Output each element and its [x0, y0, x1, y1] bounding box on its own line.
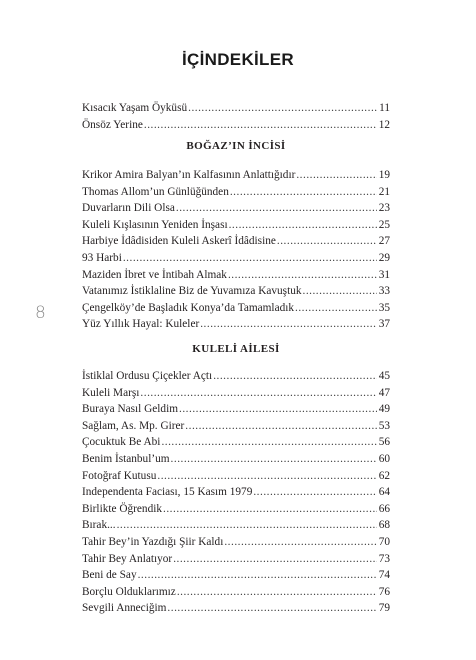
toc-entry-label: Kuleli Marşı [82, 386, 140, 399]
toc-entry[interactable] [82, 283, 390, 300]
toc-leader-dots [295, 300, 377, 317]
toc-leader-dots [144, 117, 377, 134]
toc-leader-dots [123, 250, 377, 267]
toc-entry[interactable] [82, 385, 390, 402]
toc-entry-label: Kısacık Yaşam Öyküsü [82, 102, 188, 114]
toc-leader-dots [176, 200, 377, 217]
toc-entry-page: 19 [378, 169, 390, 181]
toc-leader-dots [213, 368, 377, 385]
toc-entry[interactable] [82, 584, 390, 601]
toc-entry[interactable] [82, 600, 390, 617]
toc-entry-label: Çocuktuk Be Abi [82, 436, 161, 449]
toc-entry-label: Sevgili Anneciğim [82, 602, 167, 615]
toc-entry[interactable] [82, 567, 390, 584]
toc-entry-page: 45 [378, 370, 390, 382]
toc-entry-page: 64 [378, 486, 390, 499]
toc-entry-label: Thomas Allom’un Günlüğünden [82, 185, 229, 198]
toc-entry-label: Krikor Amira Balyan’ın Kalfasının Anlattığıdır [82, 169, 296, 181]
toc-leader-dots [179, 401, 377, 418]
section-heading-kuleli-ailesi: KULELİ AİLESİ [192, 343, 280, 355]
toc-entry-page: 49 [378, 403, 390, 416]
toc-entry-page: 35 [378, 301, 390, 314]
toc-entry[interactable] [82, 368, 390, 385]
toc-entry-label: Harbiye İdâdisiden Kuleli Askerî İdâdisine [82, 235, 276, 248]
toc-entry-label: 93 Harbi [82, 251, 122, 264]
toc-entry-page: 53 [378, 419, 390, 432]
toc-entry[interactable] [82, 217, 390, 234]
toc-leader-dots [224, 534, 377, 551]
toc-entry-label: Independenta Faciası, 15 Kasım 1979 [82, 486, 253, 499]
toc-entry-page: 12 [378, 118, 390, 131]
toc-entry[interactable] [82, 200, 390, 217]
toc-entry-page: 76 [378, 585, 390, 598]
toc-leader-dots [185, 418, 377, 435]
toc-entry-page: 21 [378, 185, 390, 198]
toc-leader-dots [163, 501, 377, 518]
toc-entry-page: 37 [378, 318, 390, 331]
toc-entry-page: 62 [378, 469, 390, 482]
toc-entry-page: 25 [378, 218, 390, 231]
toc-leader-dots [117, 517, 377, 534]
toc-leader-dots [138, 567, 377, 584]
toc-entry[interactable] [82, 250, 390, 267]
toc-entry-page: 11 [379, 102, 390, 114]
toc-entry-label: Borçlu Olduklarımız [82, 585, 176, 598]
toc-section-kuleli-ailesi [82, 368, 390, 617]
toc-leader-dots [167, 600, 377, 617]
toc-entry-label: Beni de Say [82, 569, 137, 582]
toc-entry[interactable] [82, 184, 390, 201]
toc-leader-dots [230, 184, 377, 201]
toc-entry-label: Birlikte Öğrendik [82, 502, 163, 515]
toc-entry-page: 74 [378, 569, 390, 582]
toc-entry-label: Buraya Nasıl Geldim [82, 403, 179, 416]
toc-leader-dots [303, 283, 378, 300]
toc-entry-page: 31 [378, 268, 390, 281]
toc-leader-dots [228, 267, 377, 284]
toc-leader-dots [200, 316, 377, 333]
toc-leader-dots [173, 551, 377, 568]
toc-entry-label: Fotoğraf Kutusu [82, 469, 157, 482]
toc-entry-page: 47 [378, 386, 390, 399]
toc-entry-label: Yüz Yıllık Hayal: Kuleler [82, 318, 200, 331]
page-number: 8 [35, 303, 46, 323]
toc-leader-dots [296, 167, 377, 184]
toc-leader-dots [229, 217, 377, 234]
toc-entry-label: Duvarların Dili Olsa [82, 202, 175, 215]
toc-entry-label: Çengelköy’de Başladık Konya’da Tamamladık [82, 301, 295, 314]
section-heading-bogazin-incisi: BOĞAZ’IN İNCİSİ [186, 140, 286, 152]
toc-entry-page: 73 [378, 552, 390, 565]
toc-entry-label: Sağlam, As. Mp. Girer [82, 419, 185, 432]
toc-entry-label: Vatanımız İstiklaline Biz de Yuvamıza Kavuştuk [82, 285, 302, 298]
toc-entry-label: Tahir Bey’in Yazdığı Şiir Kaldı [82, 535, 224, 548]
toc-entry-page: 60 [378, 452, 390, 465]
toc-entry[interactable] [82, 468, 390, 485]
toc-entry-page: 29 [378, 251, 390, 264]
toc-entry[interactable] [82, 267, 390, 284]
toc-entry-page: 70 [378, 535, 390, 548]
toc-entry[interactable] [82, 551, 390, 568]
toc-leader-dots [277, 233, 377, 250]
toc-entry-page: 56 [378, 436, 390, 449]
toc-leader-dots [161, 434, 377, 451]
toc-leader-dots [140, 385, 377, 402]
toc-title: İÇİNDEKİLER [182, 50, 294, 69]
toc-leader-dots [171, 451, 377, 468]
toc-leader-dots [177, 584, 377, 601]
toc-entry-page: 66 [378, 502, 390, 515]
toc-entry-label: Kuleli Kışlasının Yeniden İnşası [82, 218, 228, 231]
toc-leader-dots [188, 100, 377, 117]
toc-entry-label: Maziden İbret ve İntibah Almak [82, 268, 227, 281]
toc-entry[interactable] [82, 434, 390, 451]
toc-entry[interactable] [82, 418, 390, 435]
toc-entry[interactable] [82, 300, 390, 317]
toc-entry[interactable] [82, 401, 390, 418]
toc-entry-label: Önsöz Yerine [82, 118, 143, 131]
toc-entry[interactable] [82, 100, 390, 117]
toc-entry-page: 33 [378, 285, 390, 298]
toc-entry-label: Tahir Bey Anlatıyor [82, 552, 173, 565]
toc-entry[interactable] [82, 451, 390, 468]
toc-entry-label: Benim İstanbul’um [82, 452, 170, 465]
toc-entry[interactable] [82, 167, 390, 184]
toc-section-bogazin-incisi [82, 167, 390, 333]
toc-entry[interactable] [82, 316, 390, 333]
toc-entry[interactable] [82, 517, 390, 534]
toc-entry-label: İstiklal Ordusu Çiçekler Açtı [82, 370, 213, 382]
toc-entry-page: 79 [378, 602, 390, 615]
toc-entry-page: 68 [378, 519, 390, 532]
toc-leader-dots [253, 484, 377, 501]
toc-entry-label: Bırak... [82, 519, 116, 532]
toc-entry-page: 27 [378, 235, 390, 248]
toc-entry[interactable] [82, 484, 390, 501]
toc-entry[interactable] [82, 117, 390, 134]
toc-entry[interactable] [82, 534, 390, 551]
toc-leader-dots [157, 468, 377, 485]
toc-section-intro [82, 100, 390, 133]
toc-entry[interactable] [82, 233, 390, 250]
toc-entry[interactable] [82, 501, 390, 518]
toc-entry-page: 23 [378, 202, 390, 215]
